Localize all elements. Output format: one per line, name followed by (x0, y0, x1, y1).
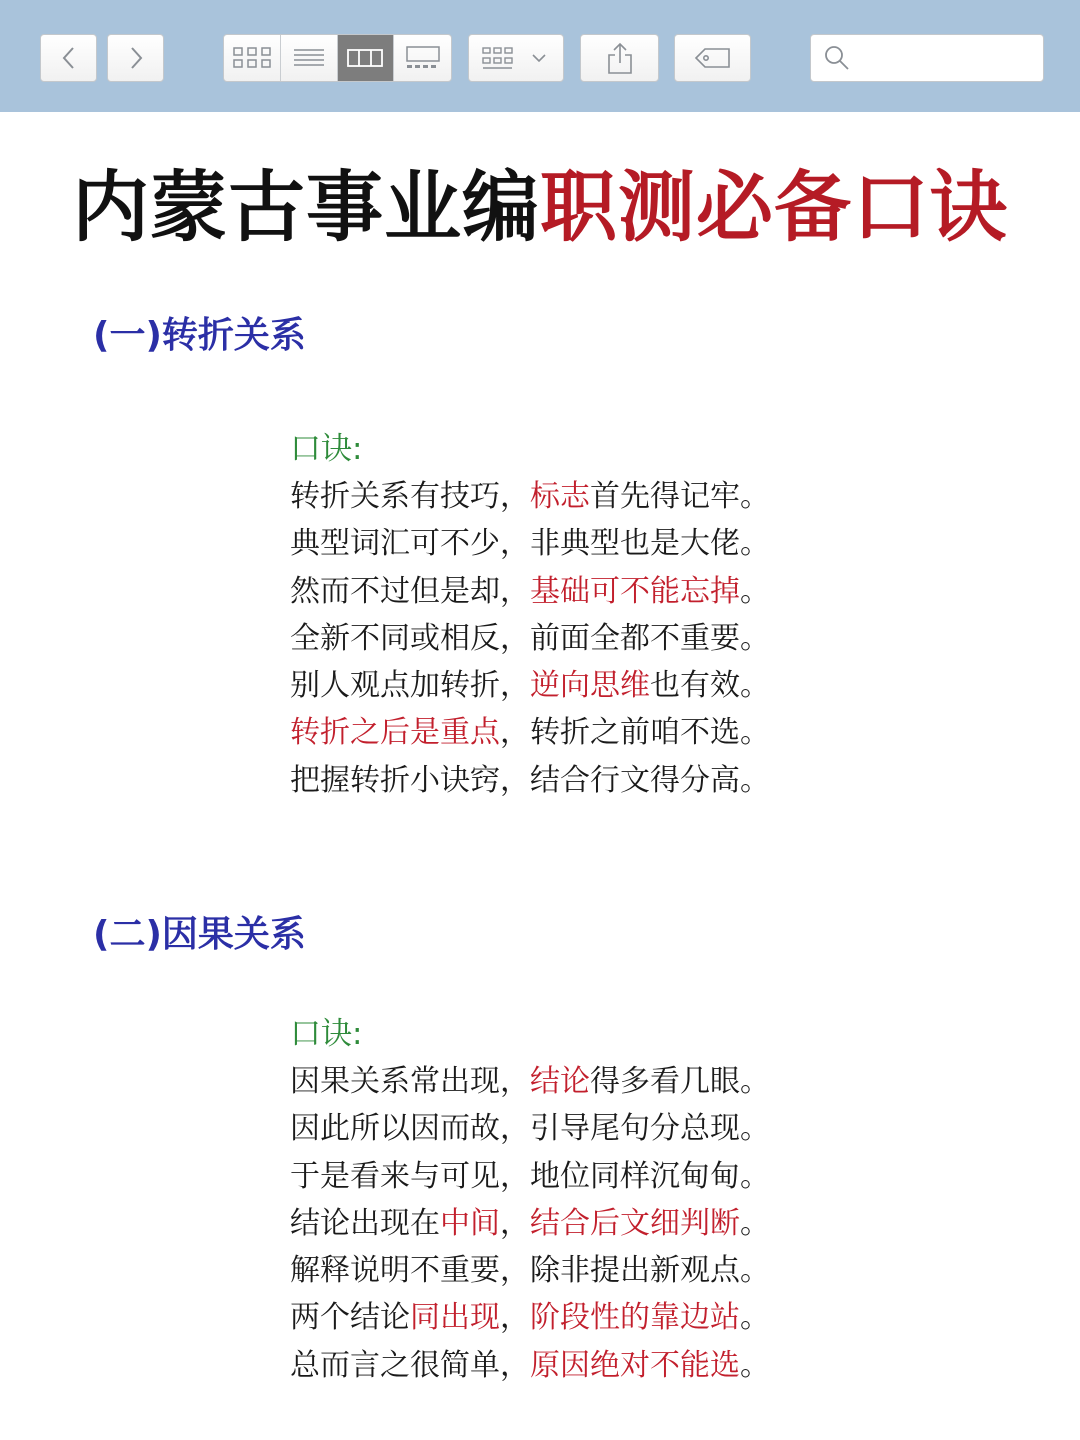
highlight-text: 阶段性的靠边站 (530, 1300, 740, 1336)
verse-text: 。 (740, 1300, 770, 1336)
verse-line (290, 520, 770, 567)
share-icon (605, 41, 635, 75)
verse-text: 把握转折小诀窍，结合行文得分高。 (290, 762, 770, 798)
highlight-text: 同出现 (410, 1300, 500, 1336)
section-heading-transition: (一)转折关系 (93, 315, 306, 356)
verse-text: 两个结论 (290, 1300, 410, 1336)
verse-text: 。 (740, 573, 770, 609)
verse-line (290, 662, 770, 709)
verse-text: 。 (740, 1347, 770, 1383)
verse-label: 口诀: (290, 1016, 363, 1052)
verse-line (290, 1058, 770, 1105)
verse-text: 得多看几眼。 (590, 1064, 770, 1099)
verse-line (290, 473, 770, 520)
gallery-view-button[interactable] (394, 35, 451, 81)
verse-line (290, 568, 770, 615)
verse-text: 全新不同或相反，前面全都不重要。 (290, 620, 770, 656)
highlight-text: 标志 (530, 479, 590, 514)
verse-line (290, 615, 770, 662)
verse-text: 首先得记牢。 (590, 479, 770, 514)
search-icon (823, 44, 851, 72)
verse-text: 典型词汇可不少，非典型也是大佬。 (290, 526, 770, 562)
verse-lines (290, 473, 770, 804)
view-mode-segmented-control (223, 34, 452, 82)
verse-line (290, 1294, 770, 1341)
verse-text: 总而言之很简单， (290, 1347, 530, 1383)
verse-line (290, 1342, 770, 1389)
verse-line (290, 757, 770, 804)
highlight-text: 原因绝对不能选 (530, 1347, 740, 1383)
column-view-button[interactable] (338, 35, 395, 81)
verse-line (290, 709, 770, 756)
verse-text: ，转折之前咱不选。 (500, 715, 770, 751)
highlight-text: 逆向思维 (530, 668, 650, 704)
verse-block-transition (290, 426, 770, 804)
verse-text: 。 (740, 1205, 770, 1241)
highlight-text: 转折之后是重点 (290, 715, 500, 751)
verse-text: 别人观点加转折， (290, 668, 530, 704)
tag-icon (693, 46, 733, 70)
verse-lines (290, 1058, 770, 1389)
verse-text: 然而不过但是却， (290, 573, 530, 609)
icon-view-button[interactable] (224, 35, 281, 81)
window-toolbar (0, 0, 1080, 112)
column-view-icon (346, 47, 384, 69)
highlight-text: 基础可不能忘掉 (530, 573, 740, 609)
verse-text: 转折关系有技巧， (290, 479, 530, 514)
page-title (0, 158, 1080, 258)
verse-text: ， (500, 1205, 530, 1241)
verse-line (290, 1105, 770, 1152)
group-by-icon (481, 45, 551, 71)
verse-block-causality (290, 1011, 770, 1389)
verse-text: 因此所以因而故，引导尾句分总现。 (290, 1111, 770, 1147)
verse-text: 于是看来与可见，地位同样沉甸甸。 (290, 1158, 770, 1194)
highlight-text: 结合后文细判断 (530, 1205, 740, 1241)
grid-view-icon (232, 46, 272, 70)
verse-text: 因果关系常出现， (290, 1064, 530, 1099)
share-button[interactable] (580, 34, 659, 82)
title-red-part: 职测必备口诀 (540, 163, 1008, 253)
title-black-part: 内蒙古事业编 (72, 163, 540, 253)
list-view-icon (292, 47, 326, 69)
tag-button[interactable] (674, 34, 751, 82)
highlight-text: 中间 (440, 1205, 500, 1241)
chevron-left-icon (58, 45, 80, 71)
chevron-right-icon (125, 45, 147, 71)
forward-button[interactable] (107, 34, 164, 82)
search-field[interactable] (810, 34, 1044, 82)
verse-line (290, 1153, 770, 1200)
group-by-dropdown[interactable] (468, 34, 564, 82)
verse-text: 结论出现在 (290, 1205, 440, 1241)
verse-line (290, 1200, 770, 1247)
back-button[interactable] (40, 34, 97, 82)
verse-line (290, 1247, 770, 1294)
verse-text: 也有效。 (650, 668, 770, 704)
section-heading-causality: (二)因果关系 (93, 914, 306, 955)
verse-text: ， (500, 1300, 530, 1336)
gallery-view-icon (404, 45, 442, 71)
verse-label: 口诀: (290, 431, 363, 467)
highlight-text: 结论 (530, 1064, 590, 1099)
verse-text: 解释说明不重要，除非提出新观点。 (290, 1253, 770, 1289)
list-view-button[interactable] (281, 35, 338, 81)
